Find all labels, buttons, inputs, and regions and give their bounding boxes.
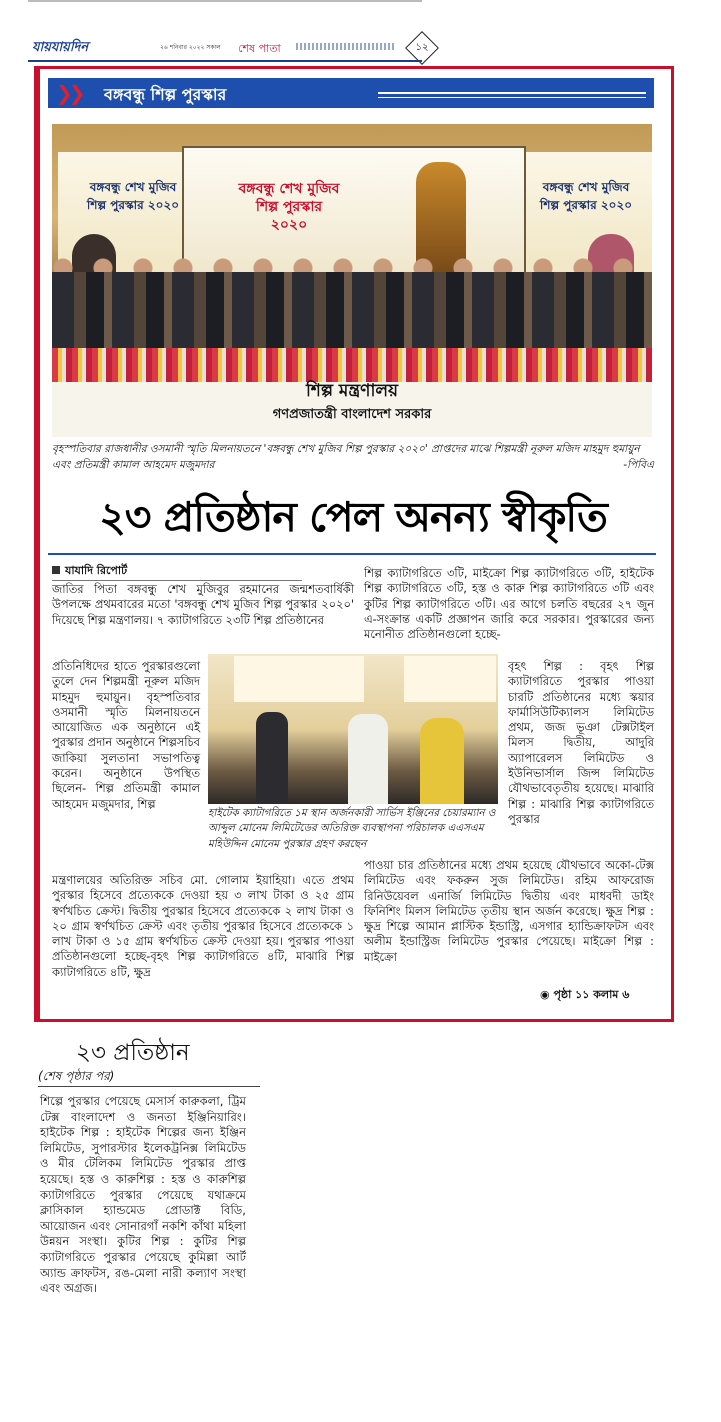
masthead-rule	[28, 60, 422, 62]
kicker-line-thin	[378, 97, 646, 98]
body-right-middle: বৃহৎ শিল্প : বৃহৎ শিল্প ক্যাটাগরিতে পুরস্কার পাওয়া চারটি প্রতিষ্ঠানের মধ্যে স্কয়ার ফার্মাসিউটিক্যালস লিমিটেড প্রথম, জজ ভূঞা টেক্সটাইল মিলস দ্বিতীয়, আদুরি অ্যাপারেলস লিমিটেড ও ইউনিভার্সাল জিন্স লিমিটেড যৌথভাবেতৃতীয় হয়েছে। মাঝারি শিল্প : মাঝারি শিল্প ক্যাটাগরিতে পুরস্কার	[508, 659, 654, 826]
inset-person-minister	[348, 714, 388, 804]
inset-person-guest	[420, 718, 464, 804]
masthead-stripe	[296, 43, 396, 50]
inset-photo	[208, 654, 498, 804]
photo-caption	[52, 441, 654, 473]
continuation-body: শিল্পে পুরস্কার পেয়েছে মেসার্স কারুকলা, ট্রিম টেক্স বাংলাদেশ ও জনতা ইঞ্জিনিয়ারিং। হাইটেক শিল্প : হাইটেক শিল্পের জন্য ইঞ্জিন লিমিটেড, সুপারস্টার ইলেকট্রনিক্স লিমিটেড ও মীর টেলিকম লিমিটেড পুরস্কার প্রাপ্ত হয়েছে। হস্ত ও কারুশিল্প : হস্ত ও কারুশিল্প ক্যাটাগরিতে পুরস্কার পেয়েছে যথাক্রমে ক্লাসিকাল হ্যান্ডমেড প্রোডাক্ট বিডি, আয়োজন এবং সোনারগাঁ নকশি কাঁথা মহিলা উন্নয়ন সংস্থা। কুটির শিল্প : কুটির শিল্প ক্যাটাগরিতে পুরস্কার পেয়েছে কুমিল্লা আর্ট অ্যান্ড ক্রাফটস, রঙ-মেলা নারী কল্যাণ সংস্থা এবং অগ্রজ।	[40, 1094, 246, 1296]
jump-text: পৃষ্ঠা ১১ কলাম ৬	[553, 988, 630, 1001]
ministry-name: শিল্প মন্ত্রণালয়	[305, 381, 399, 401]
kicker-text: বঙ্গবন্ধু শিল্প পুরস্কার	[104, 85, 227, 104]
kicker-line	[378, 92, 646, 94]
continuation-rule	[38, 1086, 260, 1087]
byline	[52, 562, 127, 581]
screen-title: বঙ্গবন্ধু শেখ মুজিব শিল্প পুরস্কার ২০২০	[238, 181, 340, 233]
section-name: শেষ পাতা	[238, 42, 281, 55]
left-banner-title: বঙ্গবন্ধু শেখ মুজিব শিল্প পুরস্কার ২০২০	[86, 180, 180, 212]
inset-person-recipient	[256, 712, 288, 804]
body-left-top: জাতির পিতা বঙ্গবন্ধু শেখ মুজিবুর রহমানের জন্মশতবার্ষিকী উপলক্ষে প্রথমবারের মতো 'বঙ্গবন্ধু শেখ মুজিব শিল্প পুরস্কার ২০২০' দিয়েছে শিল্প মন্ত্রণালয়। ৭ ক্যাটাগরিতে ২৩টি শিল্প প্রতিষ্ঠানের	[52, 582, 354, 627]
headline: ২৩ প্রতিষ্ঠান পেল অনন্য স্বীকৃতি	[99, 493, 607, 541]
continuation-title: ২৩ প্রতিষ্ঠান	[76, 1040, 190, 1066]
jump-line: ◉ পৃষ্ঠা ১১ কলাম ৬	[540, 988, 630, 1001]
square-icon	[52, 566, 60, 574]
continuation-subtitle: (শেষ পৃষ্ঠার পর)	[38, 1069, 115, 1083]
double-chevron-icon: ❯❯	[56, 81, 82, 105]
inset-right-screen	[404, 656, 496, 702]
body-right-top: শিল্প ক্যাটাগরিতে ৩টি, মাইক্রো শিল্প ক্যাটাগরিতে ৩টি, হাইটেক শিল্প ক্যাটাগরিতে ৩টি, হস্ত ও কারু শিল্প ক্যাটাগরিতে ৩টি এবং কুটির শিল্প ক্যাটাগরিতে ৩টি। এর আগে চলতি বছরের ২৭ জুন এ-সংক্রান্ত একটি প্রজ্ঞাপন জারি করে সরকার। পুরস্কারের জন্য মনোনীত প্রতিষ্ঠানগুলো হচ্ছে-	[364, 566, 654, 642]
masthead	[28, 0, 429, 64]
inset-left-screen	[234, 656, 364, 702]
body-right-bottom: পাওয়া চার প্রতিষ্ঠানের মধ্যে প্রথম হয়েছে যৌথভাবে অকো-টেক্স লিমিটেড এবং ফকরুন সুজ লিমিটেড। রহিম আফরোজ রিনিউয়েবল এনার্জি লিমিটেড দ্বিতীয় এবং মাধবদী ডাইং ফিনিশিং মিলস লিমিটেড তৃতীয় স্থান অর্জন করেছে। ক্ষুদ্র শিল্প : ক্ষুদ্র শিল্পে আমান প্লাস্টিক ইন্ডাস্ট্রি, এসগার হ্যান্ডিক্রাফটস এবং অলীম ইন্ডাস্ট্রিজ লিমিটেড পুরস্কার পেয়েছে। মাইক্রো শিল্প : মাইক্রো	[364, 858, 654, 964]
government-name: গণপ্রজাতন্ত্রী বাংলাদেশ সরকার	[272, 407, 432, 422]
caption-text: বৃহস্পতিবার রাজধানীর ওসমানী স্মৃতি মিলনায়তনে 'বঙ্গবন্ধু শেখ মুজিব শিল্প পুরস্কার ২০২০' প্রাপ্তদের মাঝে শিল্পমন্ত্রী নূরুল মজিদ মাহমুদ হুমায়ুন এবং প্রতিমন্ত্রী কামাল আহমেদ মজুমদার	[52, 443, 640, 471]
kicker-bar	[48, 78, 654, 108]
byline-text: যাযাদি রিপোর্ট	[65, 564, 128, 577]
photo-credit: -পিবিএ	[623, 459, 654, 471]
body-left-middle: প্রতিনিধিদের হাতে পুরস্কারগুলো তুলে দেন শিল্পমন্ত্রী নূরুল মজিদ মাহমুদ হুমায়ুন। বৃহস্পতিবার ওসমানী স্মৃতি মিলনায়তনে আয়োজিত এক অনুষ্ঠানে এই পুরস্কার প্রদান অনুষ্ঠানে শিল্পসচিব জাকিয়া সুলতানা সভাপতিত্ব করেন। অনুষ্ঠানে উপস্থিত ছিলেন- শিল্প প্রতিমন্ত্রী কামাল আহমেদ মজুমদার, শিল্প	[52, 659, 200, 811]
headline-rule	[48, 553, 656, 555]
paper-name: যায়যায়দিন	[32, 40, 89, 55]
byline-rule	[52, 580, 302, 581]
issue-date: ২৬ শনিবার ২০২২ সকাল	[160, 44, 221, 51]
page-number: ১২	[415, 42, 429, 53]
right-banner-title: বঙ্গবন্ধু শেখ মুজিব শিল্প পুরস্কার ২০২০	[539, 180, 633, 212]
body-left-bottom: মন্ত্রণালয়ের অতিরিক্ত সচিব মো. গোলাম ইয়াহিয়া। এতে প্রথম পুরস্কার হিসেবে প্রত্যেককে দেওয়া হয় ৩ লাখ টাকা ও ২৫ গ্রাম স্বর্ণখচিত ক্রেস্ট। দ্বিতীয় পুরস্কার হিসেবে প্রত্যেককে ২ লাখ টাকা ও ২০ গ্রাম স্বর্ণখচিত ক্রেস্ট এবং তৃতীয় পুরস্কার হিসেবে প্রত্যেককে ১ লাখ টাকা ও ১৫ গ্রাম স্বর্ণখচিত ক্রেস্ট দেওয়া হয়। পুরস্কার পাওয়া প্রতিষ্ঠানগুলো হচ্ছে-বৃহৎ শিল্প ক্যাটাগরিতে ৪টি, মাঝারি শিল্প ক্যাটাগরিতে ৪টি, ক্ষুদ্র	[52, 873, 354, 979]
top-rule	[28, 0, 422, 2]
inset-caption: হাইটেক ক্যাটাগরিতে ১ম স্থান অর্জনকারী সার্ভিস ইঞ্জিনের চেয়ারম্যান ও আব্দুল মোনেম লিমিটেডের অতিরিক্ত ব্যবস্থাপনা পরিচালক এএসএম মহিউদ্দিন মোনেম পুরস্কার গ্রহণ করছেন	[208, 807, 496, 850]
main-photo	[52, 124, 652, 437]
